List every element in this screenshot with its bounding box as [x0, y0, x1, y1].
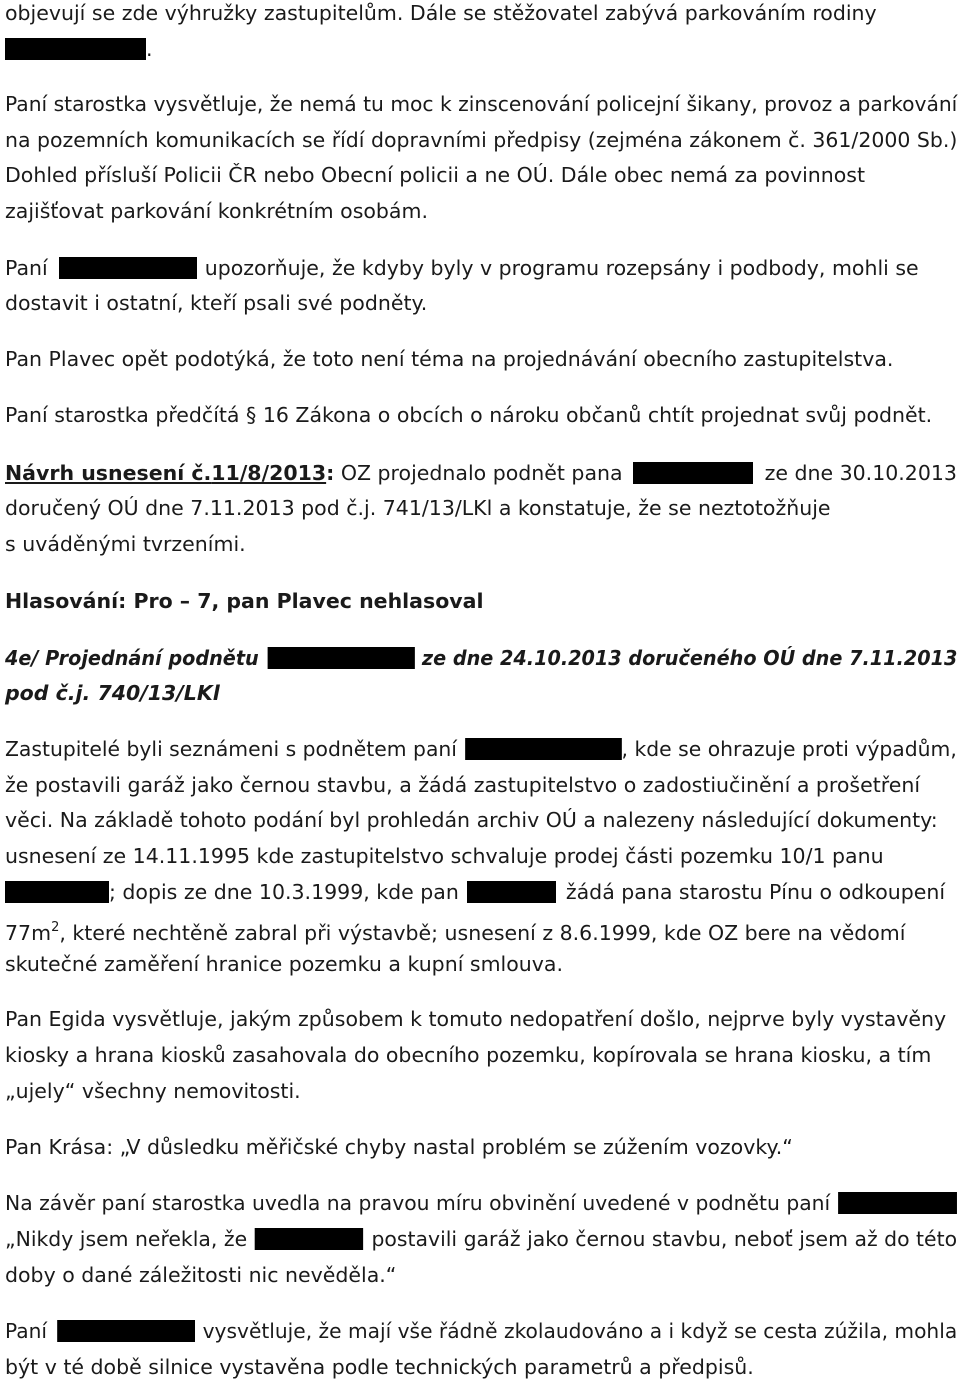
- text-line: věci. Na základě tohoto podání byl prohledán archiv OÚ a nalezeny následující dokumenty:: [5, 808, 938, 832]
- text-line: zajišťovat parkování konkrétním osobám.: [5, 199, 428, 223]
- text-line: Dohled přísluší Policii ČR nebo Obecní policii a ne OÚ. Dále obec nemá za povinnost: [5, 163, 866, 187]
- text-line: .: [5, 36, 153, 62]
- text-line: s uváděnými tvrzeními.: [5, 532, 246, 556]
- redaction-block: [255, 1228, 363, 1250]
- text-line: Na závěr paní starostka uvedla na pravou míru obvinění uvedené v podnětu paní: [5, 1190, 957, 1216]
- redaction-block: [5, 881, 109, 903]
- text-line: Pan Egida vysvětluje, jakým způsobem k tomuto nedopatření došlo, nejprve byly vystavěny: [5, 1007, 947, 1031]
- text-line: Zastupitelé byli seznámeni s podnětem paní , kde se ohrazuje proti výpadům,: [5, 737, 957, 761]
- text-line: „ujely“ všechny nemovitosti.: [5, 1079, 301, 1103]
- text-line: Paní starostka vysvětluje, že nemá tu moc k zinscenování policejní šikany, provoz a parkování: [5, 92, 958, 116]
- section-heading: 4e/ Projednání podnětu ze dne 24.10.2013 doručeného OÚ dne 7.11.2013: [5, 646, 958, 670]
- text-line: $77m^2$, které nechtěně zabral při výstavbě; usnesení z 8.6.1999, kde OZ bere na vědomí: [5, 920, 906, 945]
- redaction-block: [59, 257, 197, 279]
- redaction-block: [57, 1320, 195, 1342]
- text-line: Paní vysvětluje, že mají vše řádně zkolaudováno a i když se cesta zúžila, mohla: [5, 1319, 958, 1343]
- text-line: doručený OÚ dne 7.11.2013 pod č.j. 741/13/LKl a konstatuje, že se neztotožňuje: [5, 496, 831, 520]
- text-line: Pan Plavec opět podotýká, že toto není téma na projednávání obecního zastupitelstva.: [5, 347, 894, 371]
- text-line: Paní upozorňuje, že kdyby byly v programu rozepsány i podbody, mohli se: [5, 256, 919, 280]
- vote-line: Hlasování: Pro – 7, pan Plavec nehlasoval: [5, 589, 484, 613]
- text-line: být v té době silnice vystavěna podle technických parametrů a předpisů.: [5, 1355, 754, 1379]
- text-line: „Nikdy jsem neřekla, že postavili garáž jako černou stavbu, neboť jsem až do této: [5, 1227, 958, 1251]
- redaction-block: [633, 462, 753, 484]
- text-line: že postavili garáž jako černou stavbu, a žádá zastupitelstvo o zadostiučinění a prošetření: [5, 773, 921, 797]
- text-line: ; dopis ze dne 10.3.1999, kde pan žádá pana starostu Pínu o odkoupení: [5, 879, 945, 905]
- text-line: skutečné zaměření hranice pozemku a kupní smlouva.: [5, 952, 563, 976]
- redaction-block: [267, 647, 414, 669]
- text-line: objevují se zde výhružky zastupitelům. Dále se stěžovatel zabývá parkováním rodiny: [5, 1, 877, 25]
- text-line: Pan Krása: „V důsledku měřičské chyby nastal problém se zúžením vozovky.“: [5, 1135, 793, 1159]
- redaction-block: [5, 38, 146, 60]
- section-heading: pod č.j. 740/13/LKl: [5, 681, 220, 705]
- text-line: kiosky a hrana kiosků zasahovala do obecního pozemku, kopírovala se hrana kiosku, a tím: [5, 1043, 932, 1067]
- text-line: dostavit i ostatní, kteří psali své podněty.: [5, 291, 428, 315]
- text-line: na pozemních komunikacích se řídí dopravními předpisy (zejména zákonem č. 361/2000 Sb.): [5, 128, 958, 152]
- text-line: usnesení ze 14.11.1995 kde zastupitelstvo schvaluje prodej části pozemku 10/1 panu: [5, 844, 884, 868]
- resolution-line: Návrh usnesení č.11/8/2013: OZ projednalo podnět pana ze dne 30.10.2013: [5, 461, 957, 485]
- redaction-block: [467, 881, 556, 903]
- redaction-block: [465, 738, 622, 760]
- text-line: Paní starostka předčítá § 16 Zákona o obcích o nároku občanů chtít projednat svůj podnět.: [5, 403, 933, 427]
- text-line: doby o dané záležitosti nic nevěděla.“: [5, 1263, 397, 1287]
- redaction-block: [838, 1192, 957, 1214]
